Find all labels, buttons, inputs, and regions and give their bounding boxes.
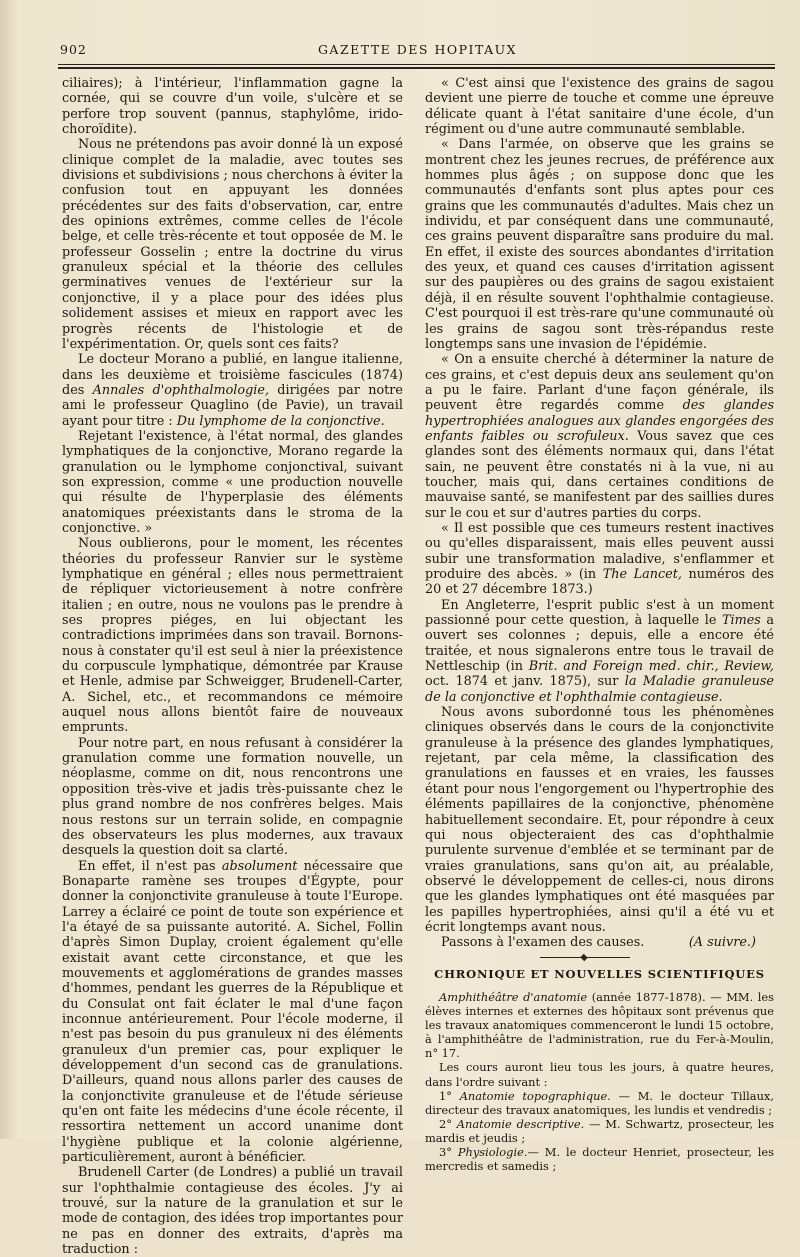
- item-number: 3°: [439, 1144, 458, 1159]
- course-name: Physiologie.: [457, 1144, 528, 1159]
- page-number: 902: [60, 42, 87, 57]
- journal-citation: Annales d'ophthalmologie,: [92, 382, 270, 398]
- emphasis: absolument: [221, 858, 298, 874]
- paragraph: Pour notre part, en nous refusant à considérer la granulation comme une formation nouvelle, un néoplasme, comme on dit, nous rencontrons une opposition très-vive et jadis très-puissante chez le plus grand nombre de nos confrères belges. Mais nous restons sur un terrain solide, en compagnie des observateurs les plus modernes, aux travaux desquels la question doit sa clarté.: [62, 735, 403, 859]
- text-run: — M. le docteur Tillaux, directeur des travaux anatomiques, les lundis et vendredis ;: [425, 1088, 774, 1117]
- paragraph: [425, 935, 774, 950]
- emphasis: des glandes hypertrophiées analogues aux glandes engorgées des enfants faibles ou scrofuleux.: [425, 398, 775, 444]
- header-rule-thick: [58, 67, 775, 69]
- paragraph: Rejetant l'existence, à l'état normal, des glandes lymphatiques de la conjonctive, Morano regarde la granulation ou le lymphome conjonctival, suivant son expression, comme « une production nouvelle qui résulte de l'hyperplasie des éléments anatomiques préexistants dans le stroma de la conjonctive. »: [62, 428, 403, 536]
- course-name: Anatomie descriptive.: [456, 1116, 585, 1131]
- paragraph: [425, 598, 774, 705]
- news-title: Amphithéâtre d'anatomie: [439, 989, 588, 1004]
- paragraph: Nous avons subordonné tous les phénomènes cliniques observés dans le cours de la conjonctivite granuleuse à la présence des glandes lymphatiques, rejetant, par cela même, la classification des granulations en fausses et en vraies, les fausses étant pour nous l'engorgement ou l'hypertrophie des éléments papillaires de la conjonctive, phénomène habituellement secondaire. Et, pour répondre à ceux qui nous objecteraient des cas d'ophthalmie purulente survenue d'emblée et se terminant par de vraies granulations, sans qu'on ait, au préalable, observé le développement de celles-ci, nous dirons que les glandes lymphatiques ont été masquées par les papilles hypertrophiées, ainsi qu'il a été vu et écrit longtemps avant nous.: [425, 705, 774, 935]
- continued-note: (A suivre.): [688, 935, 756, 951]
- item-number: 1°: [439, 1088, 460, 1103]
- text-run: dirigées par notre ami le professeur Quaglino (de Pavie), un travail ayant pour titre :: [62, 382, 403, 429]
- text-run: — M. Schwartz, prosecteur, les mardis et jeudis ;: [425, 1116, 774, 1145]
- journal-citation: Brit. and Foreign med. chir., Review,: [528, 659, 775, 675]
- paragraph: [425, 352, 774, 521]
- work-title: Du lymphome de la conjonctive.: [176, 413, 385, 429]
- text-run: a ouvert ses colonnes ; depuis, elle a encore été traitée, et nous signalerons entre tous le travail de Nettleschip (in: [425, 613, 774, 675]
- paragraph: Nous ne prétendons pas avoir donné là un exposé clinique complet de la maladie, avec toutes ses divisions et subdivisions ; nous cherchons à éviter la confusion tout en appuyant les données précédentes sur des faits d'observation, car, entre des opinions extrêmes, comme celles de l'école belge, et celle très-récente et tout opposée de M. le professeur Gosselin ; entre la doctrine du virus granuleux spécial et la théorie des cellules germinatives venues de l'extérieur sur la conjonctive, il y a place pour des idées plus solidement assises et mieux en rapport avec les progrès récents de l'histologie et de l'expérimentation. Or, quels sont ces faits?: [62, 137, 403, 352]
- course-name: Anatomie topographique.: [459, 1088, 611, 1103]
- paragraph: [62, 859, 403, 1166]
- paragraph: Nous oublierons, pour le moment, les récentes théories du professeur Ranvier sur le système lymphatique en général ; elles nous permettraient de répliquer victorieusement à notre confrère italien ; en outre, nous ne voulons pas le prendre à ses propres piéges, en lui objectant les contradictions imprimées dans son travail. Bornons-nous à constater qu'il est seul à nier la préexistence du corpuscule lymphatique, démontrée par Krause et Henle, admise par Schweigger, Brudenell-Carter, A. Sichel, etc., et recommandons ce mémoire auquel nous allons bientôt faire de nouveaux emprunts.: [62, 536, 403, 736]
- paragraph: [425, 521, 774, 598]
- section-separator: [425, 951, 774, 965]
- paragraph: « Dans l'armée, on observe que les grains se montrent chez les jeunes recrues, de préférence aux hommes plus âgés ; on suppose donc que les communautés d'enfants sont plus aptes pour ces grains que les communautés d'adultes. Mais chez un individu, et par conséquent dans une communauté, ces grains peuvent disparaître sans produire du mal. En effet, il existe des sources abondantes d'irritation des yeux, et quand ces causes d'irritation agissent sur des paupières ou des grains de sagou existaient déjà, il en résulte souvent l'ophthalmie contagieuse. C'est pourquoi il est très-rare qu'une communauté où les grains de sagou sont très-répandus reste longtemps sans une invasion de l'épidémie.: [425, 137, 774, 352]
- text-run: Le docteur Morano a publié, en langue italienne, dans les deuxième et troisième fascicules (1874) des: [62, 352, 403, 398]
- text-run: numéros des 20 et 27 décembre 1873.): [425, 567, 774, 598]
- separator-ornament: [580, 953, 587, 960]
- text-run: Vous savez que ces glandes sont des éléments normaux qui, dans l'état sain, ne peuvent être constatés ni à la vue, ni au toucher, mais qui, dans certaines conditions de mauvaise santé, se manifestent par des saillies dures sur le cou et sur d'autres parties du corps.: [425, 428, 774, 521]
- news-paragraph: [425, 990, 774, 1060]
- news-item: [425, 1089, 774, 1117]
- journal-citation: The Lancet,: [602, 567, 682, 582]
- paragraph: « C'est ainsi que l'existence des grains de sagou devient une pierre de touche et comme une épreuve délicate quant à l'état sanitaire d'une école, d'un régiment ou d'une autre communauté semblable.: [425, 76, 774, 138]
- paragraph: [62, 352, 403, 429]
- text-run: En effet, il n'est pas: [78, 858, 222, 874]
- text-run: « On a ensuite cherché à déterminer la nature de ces grains, et c'est depuis deux ans seulement qu'on a pu le faire. Parlant d'une façon générale, ils peuvent être regardés comme: [425, 352, 774, 414]
- news-item: [425, 1117, 774, 1145]
- left-column: [62, 76, 403, 1257]
- paragraph: ciliaires); à l'intérieur, l'inflammation gagne la cornée, qui se couvre d'un voile, s'ulcère et se perfore trop souvent (pannus, staphylôme, irido-choroïdite).: [62, 76, 403, 138]
- news-section: [425, 990, 774, 1173]
- paragraph: Brudenell Carter (de Londres) a publié un travail sur l'ophthalmie contagieuse des écoles. J'y ai trouvé, sur la nature de la granulation et sur le mode de contagion, des idées trop importantes pour ne pas en donner des extraits, d'après ma traduction :: [62, 1165, 403, 1257]
- header-rule: [58, 64, 775, 65]
- work-title: la Maladie granuleuse de la conjonctive et l'ophthalmie contagieuse.: [425, 674, 774, 705]
- text-run: — M. le docteur Henriet, prosecteur, les mercredis et samedis ;: [425, 1144, 774, 1174]
- news-item: [425, 1145, 774, 1173]
- text-run: Passons à l'examen des causes.: [441, 935, 645, 951]
- text-run: nécessaire que Bonaparte ramène ses troupes d'Égypte, pour donner la conjonctivite granuleuse à toute l'Europe. Larrey a éclairé ce point de toute son expérience et l'a étayé de sa puissante autorité. A. Sichel, Follin d'après Simon Duplay, croient également qu'elle existait avant cette circonstance, et que les mouvements et agglomérations de grandes masses d'hommes, pendant les guerres de la République et du Consulat ont fait éclater le mal d'une façon inconnue antérieurement. Pour l'école moderne, il n'est pas besoin du pus granuleux ni des éléments granuleux d'un premier cas, pour expliquer le développement d'un second cas de granulations. D'ailleurs, quand nous allons parler des causes de la conjonctivite granuleuse et de l'étude sérieuse qu'en ont faite les médecins d'une école récente, il ressortira nettement un accord unanime dont l'hygiène publique et la colonie algérienne, particulièrement, auront à bénéficier.: [62, 858, 403, 1166]
- section-heading: CHRONIQUE ET NOUVELLES SCIENTIFIQUES: [434, 966, 765, 981]
- text-run: « Il est possible que ces tumeurs restent inactives ou qu'elles disparaissent, mais elles peuvent aussi subir une transformation maladive, s'enflammer et produire des abcès. » (in: [425, 520, 774, 582]
- text-run: oct. 1874 et janv. 1875), sur: [425, 674, 625, 690]
- item-number: 2°: [439, 1116, 457, 1131]
- text-run: En Angleterre, l'esprit public s'est à un moment passionné pour cette question, à laquelle le: [425, 597, 774, 629]
- text-run: (année 1877-1878). — MM. les élèves internes et externes des hôpitaux sont prévenus que les travaux anatomiques commenceront le lundi 15 octobre, à l'amphithéâtre de l'administration, rue du Fer-à-Moulin, n° 17.: [425, 989, 775, 1061]
- journal-title: GAZETTE DES HOPITAUX: [317, 42, 518, 57]
- news-paragraph: Les cours auront lieu tous les jours, à quatre heures, dans l'ordre suivant :: [425, 1060, 774, 1089]
- right-column: [425, 76, 775, 1174]
- page-header: [60, 40, 775, 62]
- journal-citation: Times: [721, 613, 761, 629]
